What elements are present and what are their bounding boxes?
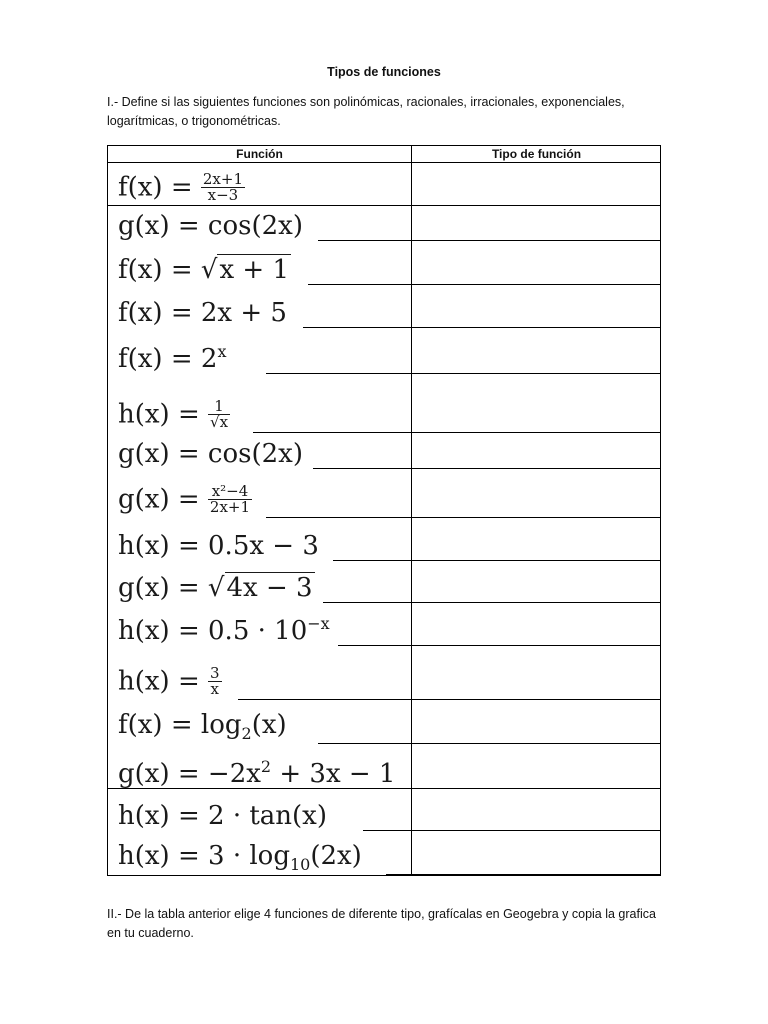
denominator: x−3	[207, 186, 239, 205]
fraction	[201, 169, 245, 205]
function-formula	[118, 344, 226, 372]
header-function: Función	[108, 145, 411, 163]
numerator: 1	[208, 399, 230, 416]
formula-main: g(x) = −2x	[118, 759, 261, 789]
formula-main: g(x) =	[118, 573, 208, 603]
instruction-part-2: II.- De la tabla anterior elige 4 funciones de diferente tipo, grafícalas en Geogebra y copia la grafica en tu cuaderno.	[107, 907, 656, 940]
page-title: Tipos de funciones	[327, 65, 441, 79]
function-formula	[118, 169, 245, 205]
function-formula	[118, 843, 362, 873]
formula-main: f(x) =	[118, 255, 201, 285]
exponent: −x	[307, 614, 330, 633]
function-type-answer[interactable]	[411, 469, 660, 518]
instruction-part-1: I.- Define si las siguientes funciones son polinómicas, racionales, irracionales, exponenciales, logarítmicas, o trigonométricas.	[107, 95, 625, 128]
formula-main: f(x) = 2	[118, 344, 218, 374]
header-type: Tipo de función	[411, 145, 661, 163]
radicand: 4x − 3	[226, 573, 313, 603]
table-row	[108, 789, 660, 831]
exponent: x	[217, 342, 227, 361]
table-row	[108, 328, 660, 374]
function-formula	[118, 759, 395, 787]
square-root	[201, 257, 291, 283]
formula-main: f(x) = log	[118, 710, 242, 740]
table-row	[108, 561, 660, 603]
radical-sign: √	[200, 255, 218, 285]
formula-main: h(x) = 0.5x − 3	[118, 531, 319, 561]
formula-rest: (x)	[251, 710, 287, 740]
formula-main: g(x) = cos(2x)	[118, 439, 303, 469]
denominator: 2x+1	[209, 498, 251, 517]
fraction	[208, 396, 230, 432]
table-row	[108, 518, 660, 561]
function-formula	[118, 396, 230, 432]
numerator: x²−4	[208, 484, 252, 501]
function-formula	[118, 616, 330, 644]
function-formula	[118, 533, 319, 559]
function-formula	[118, 481, 252, 517]
function-type-answer[interactable]	[411, 831, 660, 875]
function-type-answer[interactable]	[411, 646, 660, 700]
function-formula	[118, 257, 291, 283]
function-formula	[118, 441, 303, 467]
formula-main: h(x) = 3 · log	[118, 841, 290, 871]
functions-table	[107, 145, 661, 876]
function-formula	[118, 300, 287, 326]
fraction	[208, 663, 222, 699]
table-row	[108, 469, 660, 518]
formula-main: f(x) =	[118, 171, 201, 202]
formula-rest: + 3x − 1	[271, 759, 396, 789]
table-row	[108, 646, 660, 700]
formula-main: g(x) =	[118, 483, 208, 514]
function-formula	[118, 213, 303, 239]
table-row	[108, 206, 660, 241]
numerator: 2x+1	[202, 169, 244, 188]
function-type-answer[interactable]	[411, 744, 660, 789]
log-base: 2	[241, 724, 252, 743]
table-row	[108, 700, 660, 744]
function-type-answer[interactable]	[411, 700, 660, 744]
table-row	[108, 831, 660, 875]
function-type-answer[interactable]	[411, 789, 660, 831]
formula-main: f(x) = 2x + 5	[118, 298, 287, 328]
table-row	[108, 285, 660, 328]
formula-main: h(x) = 0.5 · 10	[118, 616, 308, 646]
function-formula	[118, 663, 222, 699]
square-root	[208, 575, 315, 601]
formula-main: h(x) = 2 · tan(x)	[118, 801, 327, 831]
radicand: x + 1	[219, 255, 289, 285]
numerator: 3	[210, 663, 220, 682]
function-type-answer[interactable]	[411, 603, 660, 646]
radical-sign: √	[207, 573, 225, 603]
formula-rest: (2x)	[310, 841, 362, 871]
function-formula	[118, 712, 287, 742]
function-type-answer[interactable]	[411, 241, 660, 285]
function-formula	[118, 803, 327, 829]
table-row	[108, 603, 660, 646]
function-type-answer[interactable]	[411, 433, 660, 469]
function-type-answer[interactable]	[411, 285, 660, 328]
denominator: √x	[210, 413, 229, 432]
function-type-answer[interactable]	[411, 374, 660, 433]
table-row	[108, 374, 660, 433]
function-type-answer[interactable]	[411, 206, 660, 241]
function-type-answer[interactable]	[411, 328, 660, 374]
table-row	[108, 744, 660, 789]
formula-main: h(x) =	[118, 398, 209, 429]
table-row	[108, 433, 660, 469]
function-type-answer[interactable]	[411, 163, 660, 206]
function-type-answer[interactable]	[411, 518, 660, 561]
exponent: 2	[260, 757, 272, 776]
table-row	[108, 241, 660, 285]
function-type-answer[interactable]	[411, 561, 660, 603]
log-base: 10	[289, 855, 311, 874]
denominator: x	[210, 680, 220, 699]
table-row	[108, 163, 660, 206]
fraction	[208, 481, 252, 517]
formula-main: h(x) =	[118, 665, 209, 696]
formula-main: g(x) = cos(2x)	[118, 211, 303, 241]
function-formula	[118, 575, 315, 601]
